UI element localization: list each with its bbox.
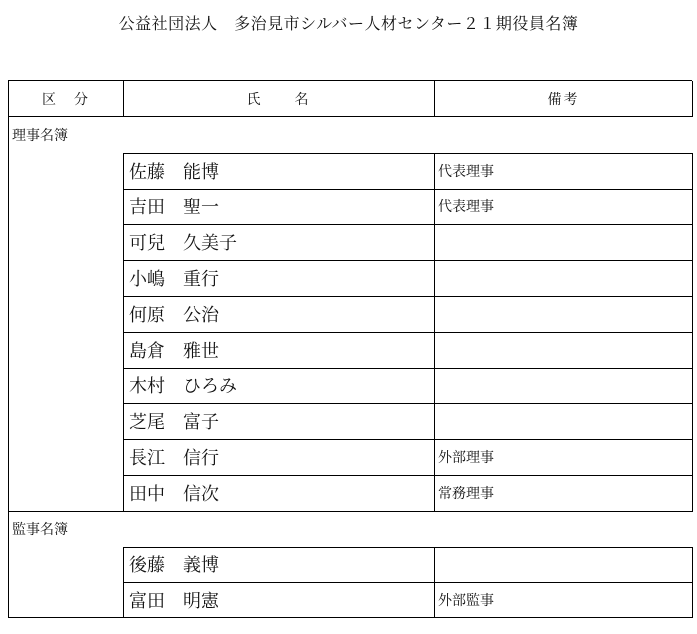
header-remarks: 備考: [547, 92, 580, 108]
remark-column-divider: [434, 368, 435, 404]
member-name: [123, 296, 434, 332]
given-name: 義博: [183, 555, 219, 577]
remark-column-divider: [434, 224, 435, 260]
remark-column-divider: [434, 332, 435, 368]
name-column-divider: [123, 403, 124, 439]
header-divider: [123, 81, 124, 117]
member-name: [123, 403, 434, 439]
family-name: 吉田: [129, 197, 165, 219]
name-column-divider: [123, 475, 124, 511]
given-name: 重行: [183, 269, 219, 291]
given-name: 久美子: [183, 233, 237, 255]
remark-column-divider: [434, 260, 435, 296]
member-remark: [434, 547, 693, 583]
given-name: 信次: [183, 483, 219, 505]
remark-column-divider: [434, 403, 435, 439]
table-right-edge: [692, 224, 693, 260]
member-name: [123, 439, 434, 475]
name-column-divider: [123, 368, 124, 404]
table-right-edge: [692, 547, 693, 583]
table-right-edge: [692, 296, 693, 332]
name-column-divider: [123, 547, 124, 583]
member-name: [123, 189, 434, 225]
family-name: 田中: [129, 483, 165, 505]
member-remark: 代表理事: [438, 163, 494, 180]
table-right-edge: [692, 439, 693, 475]
family-name: 木村: [129, 376, 165, 398]
name-column-divider: [123, 439, 124, 475]
member-remark: 外部理事: [438, 450, 494, 467]
member-name: [123, 475, 434, 511]
name-column-divider: [123, 153, 124, 189]
member-name: [123, 368, 434, 404]
family-name: 長江: [129, 448, 165, 470]
given-name: 信行: [183, 448, 219, 470]
remark-column-divider: [434, 547, 435, 583]
member-remark: 外部監事: [438, 593, 494, 610]
table-right-edge: [692, 260, 693, 296]
remark-column-divider: [434, 153, 435, 189]
member-remark: [434, 260, 693, 296]
remark-column-divider: [434, 439, 435, 475]
member-remark: [434, 224, 693, 260]
given-name: 明憲: [183, 591, 219, 613]
member-remark: [434, 296, 693, 332]
remark-column-divider: [434, 582, 435, 618]
family-name: 小嶋: [129, 269, 165, 291]
header-division: 区 分: [42, 92, 90, 108]
family-name: 後藤: [129, 555, 165, 577]
section-label: 理事名簿: [12, 127, 68, 144]
given-name: 雅世: [183, 340, 219, 362]
roster-table: [8, 80, 692, 618]
remark-column-divider: [434, 475, 435, 511]
name-column-divider: [123, 332, 124, 368]
member-remark: 代表理事: [438, 199, 494, 216]
member-remark: 常務理事: [438, 485, 494, 502]
given-name: 公治: [183, 304, 219, 326]
table-right-edge: [692, 81, 693, 117]
given-name: 聖一: [183, 197, 219, 219]
family-name: 佐藤: [129, 161, 165, 183]
remark-column-divider: [434, 189, 435, 225]
member-name: [123, 332, 434, 368]
section-label: 監事名簿: [12, 521, 68, 538]
remark-column-divider: [434, 296, 435, 332]
page-title: 公益社団法人 多治見市シルバー人材センター２１期役員名簿: [118, 14, 579, 33]
member-name: [123, 153, 434, 189]
name-column-divider: [123, 296, 124, 332]
name-column-divider: [123, 224, 124, 260]
name-column-divider: [123, 189, 124, 225]
table-right-edge: [692, 189, 693, 225]
member-name: [123, 582, 434, 618]
member-remark: [434, 332, 693, 368]
table-right-edge: [692, 368, 693, 404]
member-name: [123, 547, 434, 583]
given-name: 能博: [183, 161, 219, 183]
family-name: 何原: [129, 304, 165, 326]
given-name: 富子: [183, 412, 219, 434]
family-name: 可兒: [129, 233, 165, 255]
name-column-divider: [123, 582, 124, 618]
member-name: [123, 260, 434, 296]
table-right-edge: [692, 332, 693, 368]
table-right-edge: [692, 582, 693, 618]
table-right-edge: [692, 153, 693, 189]
table-right-edge: [692, 403, 693, 439]
member-name: [123, 224, 434, 260]
family-name: 島倉: [129, 340, 165, 362]
header-name: 氏 名: [246, 92, 311, 108]
family-name: 富田: [129, 591, 165, 613]
name-column-divider: [123, 260, 124, 296]
table-right-edge: [692, 475, 693, 511]
given-name: ひろみ: [183, 376, 237, 398]
member-remark: [434, 368, 693, 404]
header-divider: [434, 81, 435, 117]
member-remark: [434, 403, 693, 439]
family-name: 芝尾: [129, 412, 165, 434]
